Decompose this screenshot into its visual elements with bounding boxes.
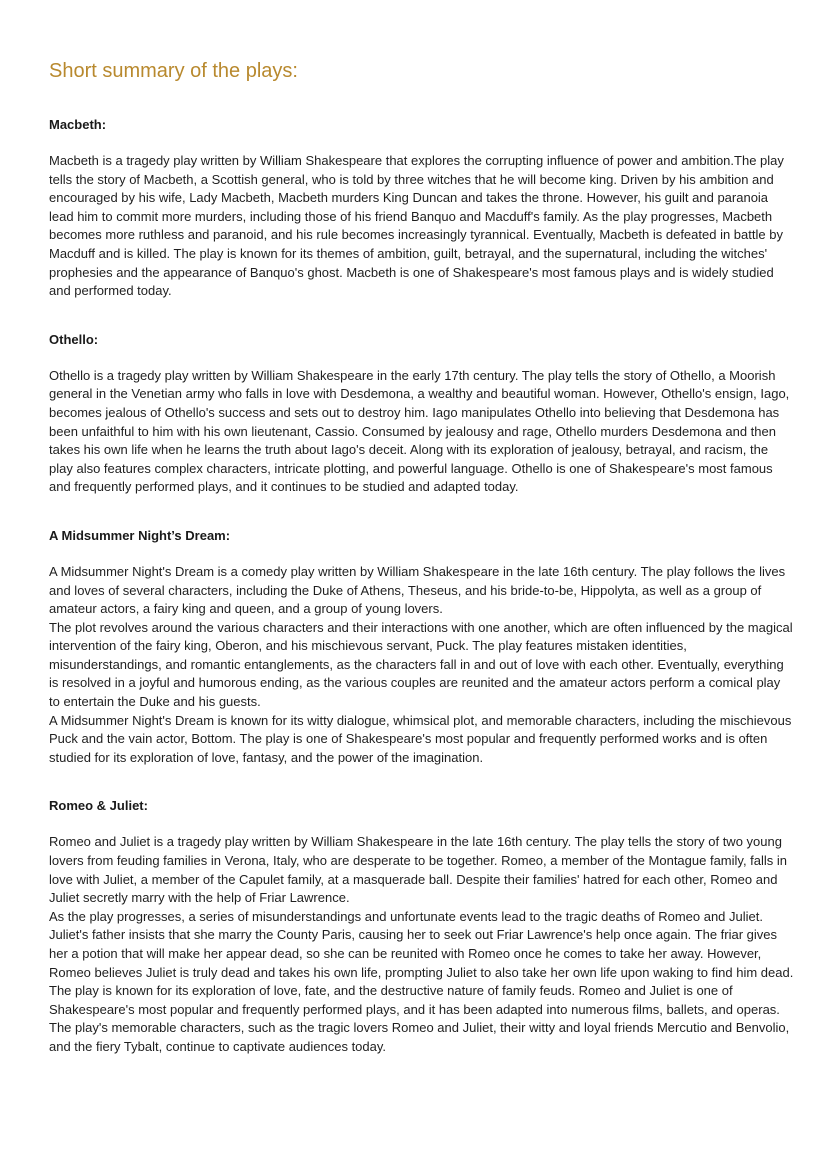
section-othello: [49, 331, 794, 497]
section-paragraph: A Midsummer Night's Dream is known for its witty dialogue, whimsical plot, and memorable characters, including the mischievous Puck and the vain actor, Bottom. The play is one of Shakespeare's most popular and frequently performed works and is often studied for its exploration of love, fantasy, and the power of the imagination.: [49, 712, 792, 765]
section-midsummer-nights-dream: [49, 527, 794, 768]
section-paragraph: Othello is a tragedy play written by William Shakespeare in the early 17th century. The play tells the story of Othello, a Moorish general in the Venetian army who falls in love with Desdemona, a wealthy and beautiful woman. However, Othello's ensign, Iago, becomes jealous of Othello's success and sets out to destroy him. Iago manipulates Othello into believing that Desdemona has been unfaithful to him with his own lieutenant, Cassio. Consumed by jealousy and rage, Othello murders Desdemona and then takes his own life when he learns the truth about Iago's deceit. Along with its exploration of jealousy, betrayal, and racism, the play also features complex characters, intricate plotting, and powerful language. Othello is one of Shakespeare's most famous and frequently performed plays, and it continues to be studied and adapted today.: [49, 367, 790, 495]
section-paragraph: Macbeth is a tragedy play written by William Shakespeare that explores the corrupting influence of power and ambition.The play tells the story of Macbeth, a Scottish general, who is told by three witches that he will become king. Driven by his ambition and encouraged by his wife, Lady Macbeth, Macbeth murders King Duncan and takes the throne. However, his guilt and paranoia lead him to commit more murders, including those of his friend Banquo and Macduff's family. As the play progresses, Macbeth becomes more ruthless and paranoid, and his rule becomes increasingly tyrannical. Eventually, Macbeth is defeated in battle by Macduff and is killed. The play is known for its themes of ambition, guilt, betrayal, and the supernatural, including the witches' prophesies and the appearance of Banquo's ghost. Macbeth is one of Shakespeare's most famous plays and is widely studied and performed today.: [49, 153, 784, 299]
section-paragraph: The plot revolves around the various characters and their interactions with one another, which are often influenced by the magical intervention of the fairy king, Oberon, and his mischievous servant, Puck. The play features mistaken identities, misunderstandings, and romantic entanglements, as the characters fall in and out of love with each other. Eventually, everything is resolved in a joyful and humorous ending, as the various couples are reunited and the amateur actors perform a comical play to entertain the Duke and his guests.: [49, 619, 793, 710]
section-macbeth: [49, 116, 794, 301]
section-paragraph: As the play progresses, a series of misunderstandings and unfortunate events lead to the tragic deaths of Romeo and Juliet. Juliet's father insists that she marry the County Paris, causing her to seek out Friar Lawrence's help once again. The friar gives her a potion that will make her appear dead, so she can be reunited with Romeo once he comes to take her away. However, Romeo believes Juliet is truly dead and takes his own life, prompting Juliet to also take her own life upon waking to find him dead.: [49, 908, 794, 980]
section-romeo-and-juliet: [49, 797, 794, 1056]
section-heading: Othello:: [49, 331, 99, 347]
section-paragraph: The play is known for its exploration of love, fate, and the destructive nature of family feuds. Romeo and Juliet is one of Shakespeare's most popular and frequently performed plays, and it has been adapted into numerous films, ballets, and operas. The play's memorable characters, such as the tragic lovers Romeo and Juliet, their witty and loyal friends Mercutio and Benvolio, and the fiery Tybalt, continue to captivate audiences today.: [49, 983, 790, 1054]
section-paragraph: Romeo and Juliet is a tragedy play written by William Shakespeare in the late 16th century. The play tells the story of two young lovers from feuding families in Verona, Italy, who are desperate to be together. Romeo, a member of the Montague family, falls in love with Juliet, a member of the Capulet family, at a masquerade ball. Despite their families' hatred for each other, Romeo and Juliet secretly marry with the help of Friar Lawrence.: [49, 834, 788, 906]
section-heading: Macbeth:: [49, 117, 107, 132]
section-heading: Romeo & Juliet:: [49, 798, 148, 814]
section-paragraph: A Midsummer Night's Dream is a comedy play written by William Shakespeare in the late 16th century. The play follows the lives and loves of several characters, including the Duke of Athens, Theseus, and his bride-to-be, Hippolyta, as well as a group of amateur actors, a fairy king and queen, and a group of young lovers.: [49, 563, 786, 617]
page-title: Short summary of the plays:: [49, 60, 298, 82]
section-heading: A Midsummer Night’s Dream:: [49, 527, 231, 543]
document-page: [49, 58, 794, 1057]
